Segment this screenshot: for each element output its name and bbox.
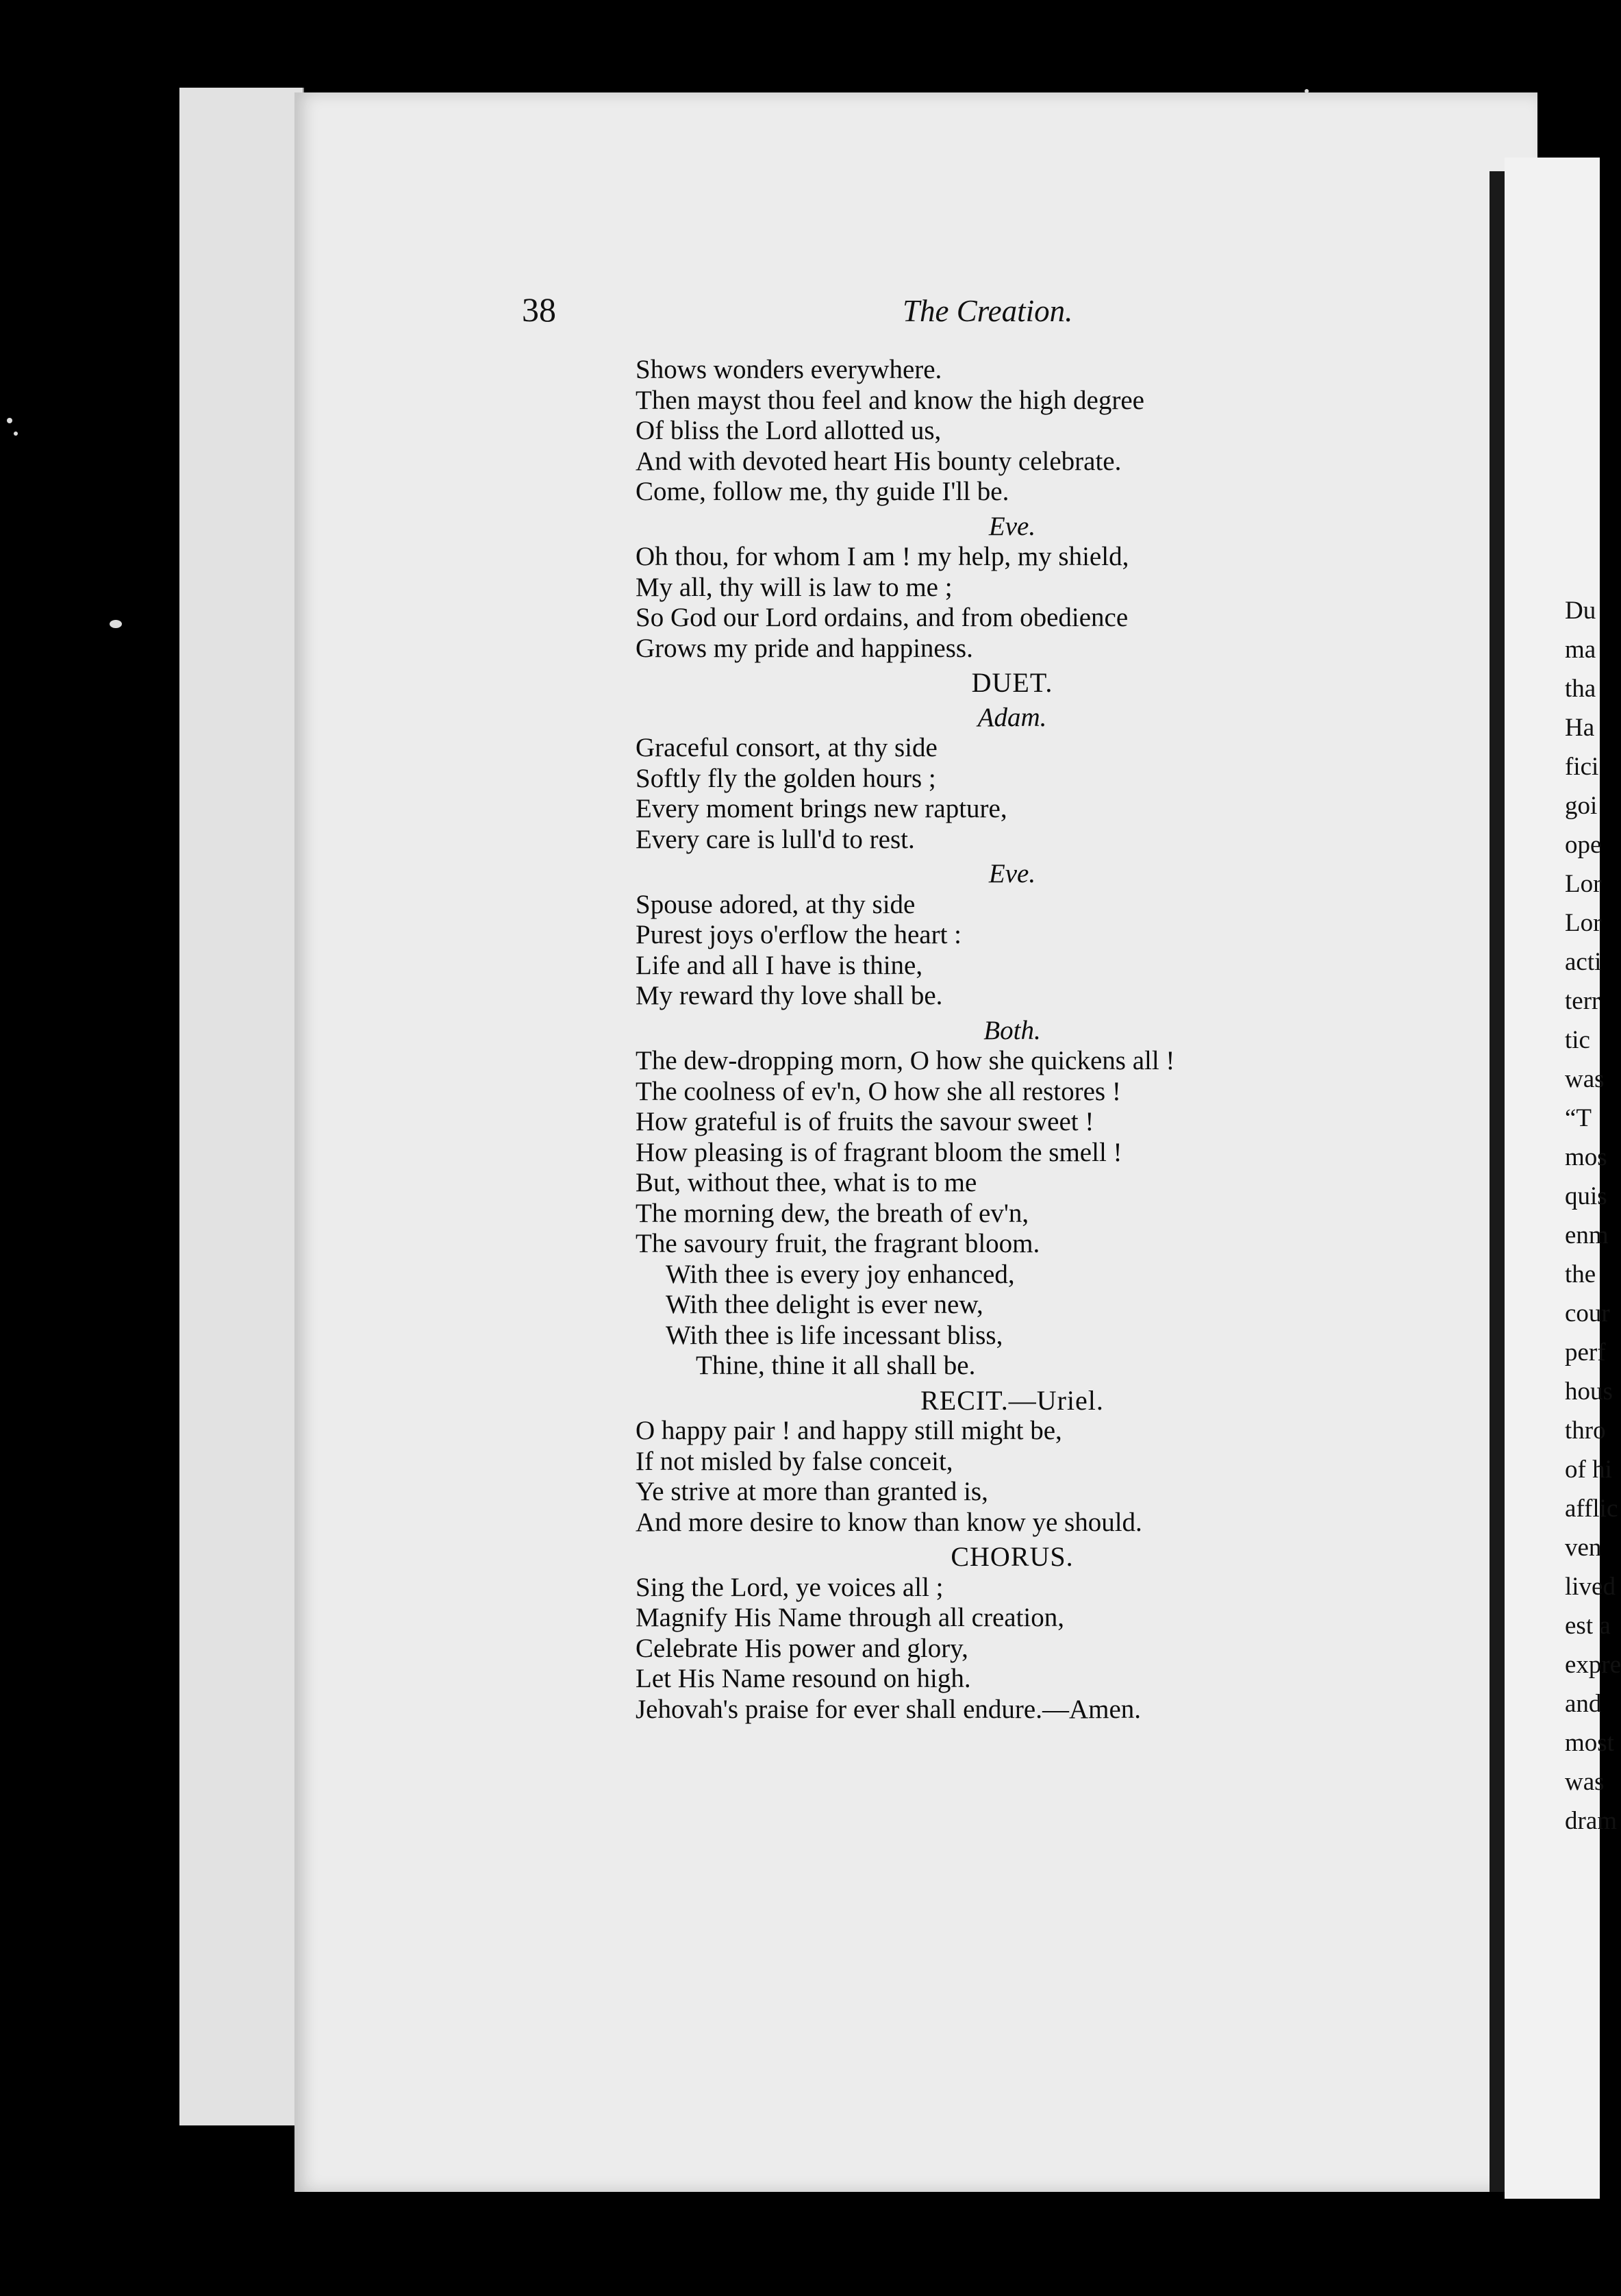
page-header [0,290,1600,331]
verse-line: With thee delight is ever new, [666,1290,983,1319]
right-page-text-fragment: thro [1565,1417,1606,1445]
book-gutter [1490,171,1505,2192]
verse-line: Jehovah's praise for ever shall endure.—Amen. [636,1694,1142,1724]
verse-line: The coolness of ev'n, O how she all restores ! [636,1076,1121,1106]
verse-line: Ye strive at more than granted is, [636,1477,988,1506]
verse-line: Spouse adored, at thy side [636,889,916,919]
page-edges [179,88,303,2125]
verse-line: Grows my pride and happiness. [636,633,973,663]
right-page-text-fragment: was [1565,1065,1605,1093]
right-page-cropped [1505,158,1621,2199]
libretto-text [636,355,1389,1725]
right-page-text-fragment: mos [1565,1143,1607,1171]
verse-line: With thee is life incessant bliss, [666,1320,1003,1350]
right-page-text-fragment: lived [1565,1573,1616,1601]
verse-line: Let His Name resound on high. [636,1664,971,1693]
running-head: The Creation. [903,294,1073,328]
right-page-text-fragment: ven [1565,1534,1602,1562]
right-page-text-fragment: ma [1565,636,1596,664]
right-page-text-fragment: was [1565,1768,1605,1796]
right-page-text-fragment: tic [1565,1026,1590,1054]
verse-line: If not misled by false conceit, [636,1446,953,1476]
speaker-name: Adam. [977,702,1047,732]
verse-line: The morning dew, the breath of ev'n, [636,1198,1029,1228]
verse-line: Thine, thine it all shall be. [696,1351,976,1380]
verse-line: Life and all I have is thine, [636,950,923,980]
right-page-text-fragment: of hi [1565,1456,1612,1484]
verse-line: Magnify His Name through all creation, [636,1603,1064,1632]
page-number: 38 [522,290,556,329]
verse-line: So God our Lord ordains, and from obedience [636,603,1129,632]
verse-line: Shows wonders everywhere. [636,355,942,384]
right-page-text-fragment: expre [1565,1651,1621,1679]
right-page-text-fragment: cour [1565,1299,1610,1327]
right-page-text-fragment: the [1565,1260,1596,1288]
right-page-text-fragment: Du [1565,597,1596,625]
right-page-text-fragment: dram [1565,1807,1618,1835]
verse-line: Oh thou, for whom I am ! my help, my shield, [636,542,1129,571]
section-heading: RECIT.—Uriel. [920,1384,1104,1416]
right-page-text-fragment: Lor [1565,870,1602,898]
right-page-text-fragment: enm [1565,1221,1609,1249]
verse-line: The dew-dropping morn, O how she quickens all ! [636,1046,1175,1075]
right-page-text-fragment: and [1565,1690,1602,1718]
right-page-text-fragment: quis [1565,1182,1607,1210]
verse-line: With thee is every joy enhanced, [666,1259,1015,1289]
verse-line: Come, follow me, thy guide I'll be. [636,477,1009,506]
right-page-text-fragment: tha [1565,675,1596,703]
speaker-name: Eve. [988,511,1036,541]
section-heading: DUET. [971,667,1053,698]
right-page-text-fragment: est a [1565,1612,1611,1640]
verse-line: Then mayst thou feel and know the high degree [636,385,1144,415]
section-heading: CHORUS. [951,1541,1074,1572]
right-page-text-fragment: terr [1565,987,1600,1015]
verse-line: Sing the Lord, ye voices all ; [636,1572,944,1602]
verse-line: O happy pair ! and happy still might be, [636,1416,1062,1445]
verse-line: How pleasing is of fragrant bloom the smell ! [636,1137,1122,1167]
right-page-text-fragment: perf [1565,1338,1606,1367]
right-page-text-fragment: fici [1565,753,1599,781]
right-page-text-fragment: goi [1565,792,1598,820]
verse-line: But, without thee, what is to me [636,1168,977,1197]
verse-line: Purest joys o'erflow the heart : [636,920,962,949]
verse-line: Softly fly the golden hours ; [636,763,936,793]
verse-line: Celebrate His power and glory, [636,1633,968,1663]
right-page-text-fragment: Lor [1565,909,1602,937]
right-page-text-fragment: most [1565,1729,1614,1757]
right-page-text-fragment: hous [1565,1377,1613,1406]
verse-line: Every care is lull'd to rest. [636,824,915,854]
verse-line: My reward thy love shall be. [636,981,943,1010]
right-page-text-fragment: ope [1565,831,1602,859]
verse-line: My all, thy will is law to me ; [636,572,953,602]
speaker-name: Eve. [988,859,1036,888]
verse-line: Of bliss the Lord allotted us, [636,416,942,445]
right-page-text-fragment: Ha [1565,714,1595,742]
verse-line: Every moment brings new rapture, [636,794,1007,823]
verse-line: And with devoted heart His bounty celebrate. [636,446,1122,476]
verse-line: Graceful consort, at thy side [636,733,938,762]
right-page-text-fragment: acti [1565,948,1602,976]
right-page-text-fragment: afflic [1565,1495,1618,1523]
speaker-name: Both. [983,1015,1041,1045]
right-page-text-fragment: “T [1565,1104,1592,1132]
verse-line: How grateful is of fruits the savour sweet ! [636,1107,1094,1136]
verse-line: And more desire to know than know ye should. [636,1507,1142,1537]
verse-line: The savoury fruit, the fragrant bloom. [636,1229,1040,1258]
